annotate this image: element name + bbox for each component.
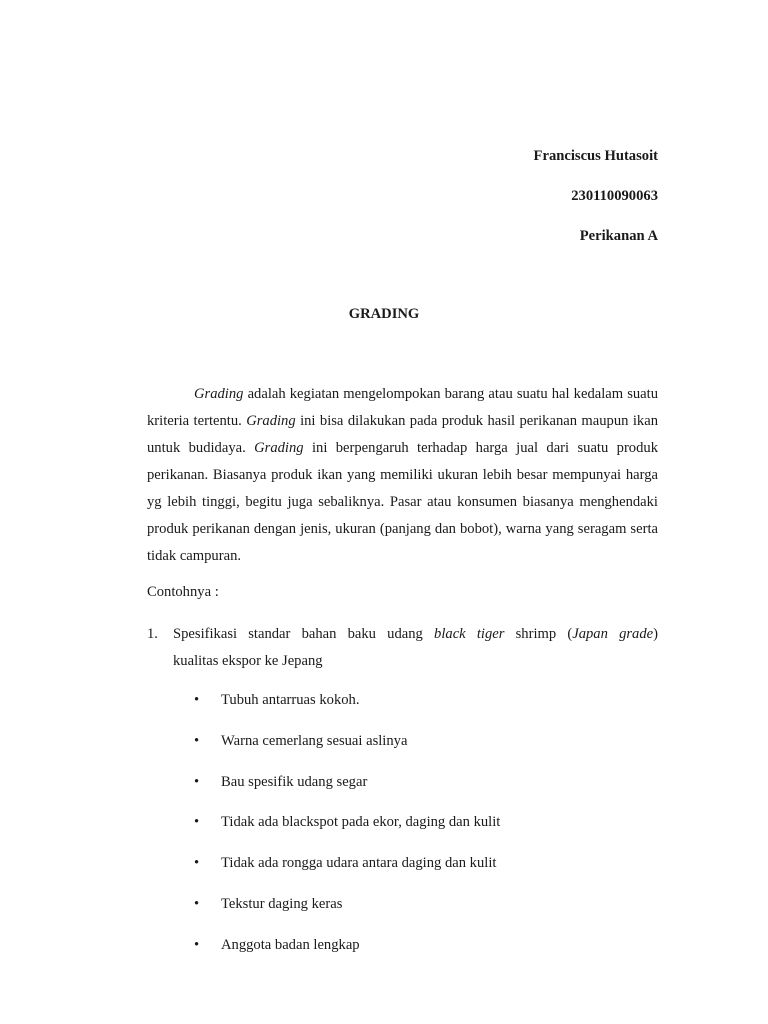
bullet-text: Anggota badan lengkap — [221, 936, 360, 953]
bullet-list — [194, 690, 500, 976]
item-text: ) — [653, 626, 658, 642]
example-label: Contohnya : — [147, 584, 219, 600]
item-text: shrimp ( — [504, 626, 573, 642]
bullet-icon: • — [194, 936, 200, 953]
term-japan-grade: Japan grade — [572, 626, 654, 642]
bullet-text: Warna cemerlang sesuai aslinya — [221, 732, 408, 749]
bullet-text: Tidak ada blackspot pada ekor, daging dan kulit — [221, 814, 501, 831]
bullet-icon: • — [194, 773, 200, 790]
list-item-line: kualitas ekspor ke Jepang — [173, 653, 323, 669]
author-class: Perikanan A — [579, 228, 658, 244]
bullet-item — [194, 935, 500, 976]
term-black-tiger: black tiger — [434, 626, 505, 642]
bullet-item — [194, 894, 500, 935]
bullet-item — [194, 690, 500, 731]
bullet-item — [194, 812, 500, 853]
term-grading: Grading — [254, 440, 304, 456]
body-paragraph — [147, 381, 658, 570]
bullet-text: Tidak ada rongga udara antara daging dan kulit — [221, 855, 497, 872]
bullet-icon: • — [194, 814, 200, 831]
term-grading: Grading — [246, 413, 296, 429]
paragraph-text: ini berpengaruh terhadap harga jual dari suatu produk perikanan. Biasanya produk ikan yang memiliki ukuran lebih besar mempunyai harga yg lebih tinggi, begitu juga sebaliknya. Pasar atau konsumen biasanya menghendaki produk perikanan dengan jenis, ukuran (panjang dan bobot), warna yang seragam serta tidak campuran. — [147, 440, 658, 564]
list-item-text — [173, 621, 658, 675]
bullet-item — [194, 731, 500, 772]
bullet-icon: • — [194, 732, 200, 749]
bullet-item — [194, 772, 500, 813]
bullet-text: Tekstur daging keras — [221, 895, 343, 912]
author-id-number: 230110090063 — [571, 188, 658, 204]
list-item-line — [173, 621, 658, 648]
author-block — [534, 146, 658, 266]
bullet-text: Bau spesifik udang segar — [221, 773, 368, 790]
bullet-icon: • — [194, 692, 200, 708]
paragraph-text: ini bisa dilakukan pada produk hasil perikanan maupun ikan untuk budidaya. — [147, 413, 658, 456]
document-title: GRADING — [348, 306, 420, 322]
item-text: Spesifikasi standar bahan baku udang — [173, 626, 435, 642]
bullet-icon: • — [194, 895, 200, 912]
author-name: Franciscus Hutasoit — [533, 148, 658, 164]
list-number: 1. — [147, 626, 158, 642]
bullet-icon: • — [194, 855, 200, 872]
bullet-text: Tubuh antarruas kokoh. — [221, 692, 360, 708]
term-grading: Grading — [194, 386, 244, 402]
paragraph-text: adalah kegiatan mengelompokan barang atau suatu hal kedalam suatu kriteria tertentu. — [147, 386, 658, 429]
bullet-item — [194, 853, 500, 894]
